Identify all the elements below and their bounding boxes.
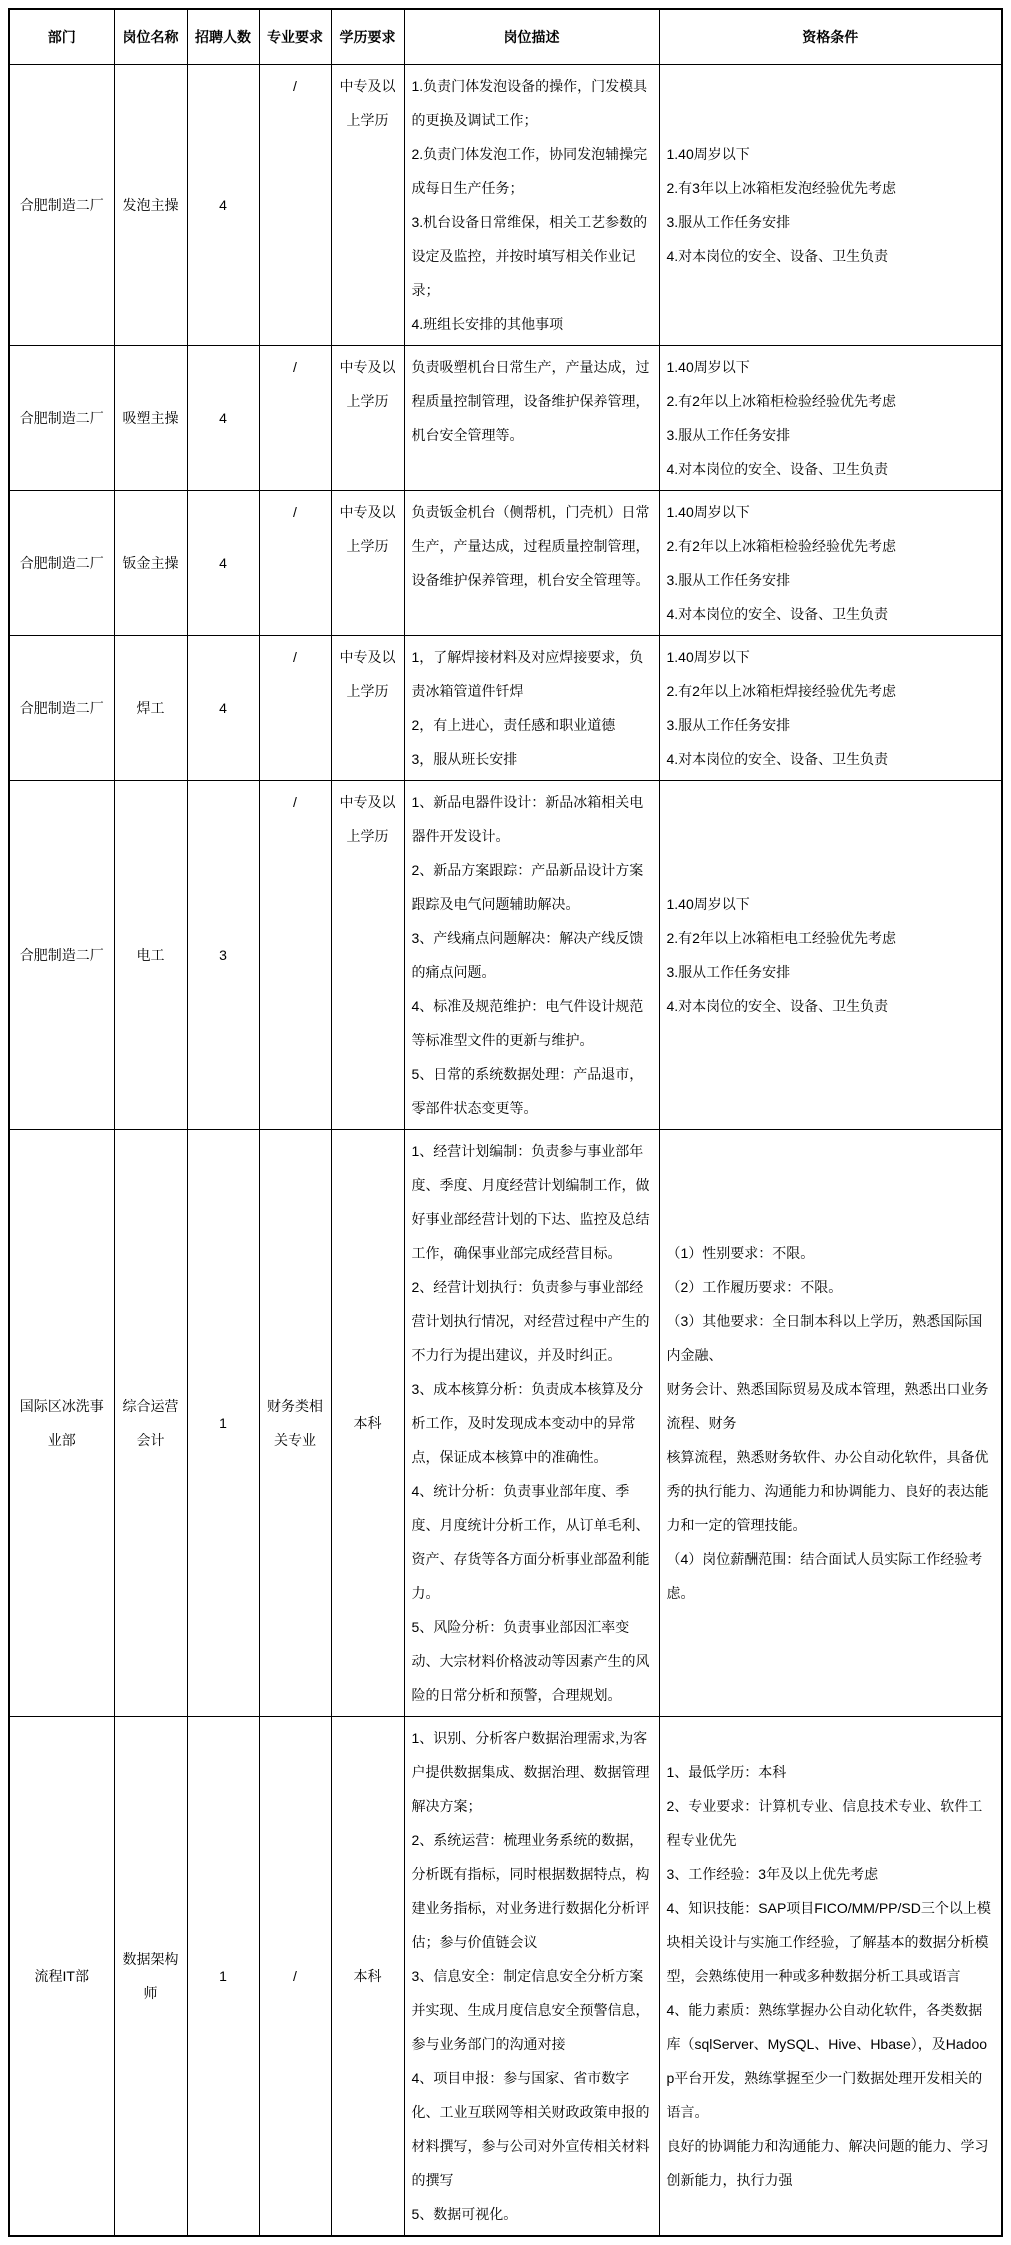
text-line: 3，服从班长安排 — [411, 751, 518, 767]
text-line: 1、新品电器件设计：新品冰箱相关电器件开发设计。 — [411, 794, 644, 844]
text-line: 4.班组长安排的其他事项 — [411, 316, 564, 332]
text-line: 2.有2年以上冰箱柜检验经验优先考虑 — [666, 538, 896, 554]
cell-education: 中专及以上学历 — [331, 491, 404, 636]
cell-description — [404, 65, 659, 346]
cell-description — [404, 1130, 659, 1717]
text-line: 5、风险分析：负责事业部因汇率变动、大宗材料价格波动等因素产生的风险的日常分析和预警，合理规划。 — [411, 1619, 650, 1703]
cell-position: 吸塑主操 — [114, 346, 187, 491]
text-line: 3、工作经验：3年及以上优先考虑 — [666, 1866, 879, 1882]
text-line: （4）岗位薪酬范围：结合面试人员实际工作经验考虑。 — [666, 1551, 983, 1601]
cell-major: / — [259, 636, 331, 781]
column-header-description: 岗位描述 — [404, 9, 659, 65]
text-line: 3.服从工作任务安排 — [666, 214, 791, 230]
text-line: 负责吸塑机台日常生产，产量达成，过程质量控制管理，设备维护保养管理，机台安全管理等。 — [411, 359, 650, 443]
text-line: 1.40周岁以下 — [666, 504, 750, 520]
cell-position: 数据架构师 — [114, 1717, 187, 2237]
cell-qualifications — [659, 65, 1002, 346]
column-header-department: 部门 — [9, 9, 114, 65]
cell-headcount: 4 — [187, 491, 259, 636]
column-header-qualifications: 资格条件 — [659, 9, 1002, 65]
text-line: 2.负责门体发泡工作，协同发泡辅操完成每日生产任务； — [411, 146, 648, 196]
cell-major: / — [259, 1717, 331, 2237]
text-line: 2、系统运营：梳理业务系统的数据，分析既有指标，同时根据数据特点，构建业务指标，对业务进行数据化分析评估；参与价值链会议 — [411, 1832, 650, 1950]
text-line: 1.40周岁以下 — [666, 359, 750, 375]
text-line: 4.对本岗位的安全、设备、卫生负责 — [666, 751, 889, 767]
table-row — [9, 491, 1002, 636]
text-line: 核算流程，熟悉财务软件、办公自动化软件，具备优秀的执行能力、沟通能力和协调能力、良好的表达能力和一定的管理技能。 — [666, 1449, 989, 1533]
text-line: 2、经营计划执行：负责参与事业部经营计划执行情况，对经营过程中产生的不力行为提出建议，并及时纠正。 — [411, 1279, 650, 1363]
column-header-position: 岗位名称 — [114, 9, 187, 65]
recruitment-table-page — [8, 8, 1003, 2237]
text-line: 4、标准及规范维护：电气件设计规范等标准型文件的更新与维护。 — [411, 998, 644, 1048]
text-line: 3.机台设备日常维保，相关工艺参数的设定及监控，并按时填写相关作业记录； — [411, 214, 648, 298]
cell-department: 合肥制造二厂 — [9, 65, 114, 346]
text-line: （1）性别要求：不限。 — [666, 1245, 815, 1261]
cell-headcount: 3 — [187, 781, 259, 1130]
column-header-major: 专业要求 — [259, 9, 331, 65]
text-line: 2.有3年以上冰箱柜发泡经验优先考虑 — [666, 180, 896, 196]
cell-major: / — [259, 781, 331, 1130]
table-row — [9, 636, 1002, 781]
cell-education: 中专及以上学历 — [331, 781, 404, 1130]
text-line: 4.对本岗位的安全、设备、卫生负责 — [666, 998, 889, 1014]
cell-headcount: 4 — [187, 636, 259, 781]
text-line: 3、产线痛点问题解决：解决产线反馈的痛点问题。 — [411, 930, 644, 980]
cell-headcount: 1 — [187, 1130, 259, 1717]
column-header-education: 学历要求 — [331, 9, 404, 65]
table-row — [9, 65, 1002, 346]
cell-education: 中专及以上学历 — [331, 65, 404, 346]
cell-department: 流程IT部 — [9, 1717, 114, 2237]
cell-department: 合肥制造二厂 — [9, 346, 114, 491]
text-line: 1.40周岁以下 — [666, 146, 750, 162]
cell-headcount: 4 — [187, 65, 259, 346]
table-row — [9, 1130, 1002, 1717]
text-line: 4.对本岗位的安全、设备、卫生负责 — [666, 248, 889, 264]
cell-department: 合肥制造二厂 — [9, 781, 114, 1130]
cell-position: 钣金主操 — [114, 491, 187, 636]
cell-education: 中专及以上学历 — [331, 636, 404, 781]
cell-major: / — [259, 491, 331, 636]
job-table — [8, 8, 1003, 2237]
text-line: 3.服从工作任务安排 — [666, 964, 791, 980]
text-line: 1.负责门体发泡设备的操作，门发模具的更换及调试工作； — [411, 78, 648, 128]
cell-department: 合肥制造二厂 — [9, 636, 114, 781]
cell-description — [404, 636, 659, 781]
cell-education: 中专及以上学历 — [331, 346, 404, 491]
text-line: 1.40周岁以下 — [666, 896, 750, 912]
cell-position: 焊工 — [114, 636, 187, 781]
cell-department: 国际区冰洗事业部 — [9, 1130, 114, 1717]
text-line: 1，了解焊接材料及对应焊接要求，负责冰箱管道件钎焊 — [411, 649, 644, 699]
cell-description — [404, 346, 659, 491]
cell-headcount: 1 — [187, 1717, 259, 2237]
cell-qualifications — [659, 1717, 1002, 2237]
cell-major: / — [259, 65, 331, 346]
text-line: 3.服从工作任务安排 — [666, 572, 791, 588]
text-line: 4、能力素质：熟练掌握办公自动化软件，各类数据库（sqlServer、MySQL、Hive、Hbase），及Hadoop平台开发，熟练掌握至少一门数据处理开发相关的语言。 — [666, 2002, 988, 2120]
cell-major: / — [259, 346, 331, 491]
text-line: 4、项目申报：参与国家、省市数字化、工业互联网等相关财政政策申报的材料撰写，参与公司对外宣传相关材料的撰写 — [411, 2070, 650, 2188]
cell-position: 综合运营会计 — [114, 1130, 187, 1717]
text-line: 3.服从工作任务安排 — [666, 717, 791, 733]
cell-qualifications — [659, 636, 1002, 781]
text-line: 3、成本核算分析：负责成本核算及分析工作，及时发现成本变动中的异常点，保证成本核算中的准确性。 — [411, 1381, 644, 1465]
text-line: 5、数据可视化。 — [411, 2206, 518, 2222]
text-line: 3.服从工作任务安排 — [666, 427, 791, 443]
text-line: 2，有上进心，责任感和职业道德 — [411, 717, 616, 733]
cell-major: 财务类相关专业 — [259, 1130, 331, 1717]
table-row — [9, 781, 1002, 1130]
cell-description — [404, 781, 659, 1130]
cell-education: 本科 — [331, 1130, 404, 1717]
cell-qualifications — [659, 346, 1002, 491]
header-row — [9, 9, 1002, 65]
cell-education: 本科 — [331, 1717, 404, 2237]
cell-position: 电工 — [114, 781, 187, 1130]
text-line: 1、识别、分析客户数据治理需求,为客户提供数据集成、数据治理、数据管理解决方案； — [411, 1730, 650, 1814]
cell-headcount: 4 — [187, 346, 259, 491]
cell-description — [404, 1717, 659, 2237]
table-row — [9, 1717, 1002, 2237]
text-line: 1、最低学历：本科 — [666, 1764, 787, 1780]
cell-position: 发泡主操 — [114, 65, 187, 346]
text-line: （3）其他要求：全日制本科以上学历，熟悉国际国内金融、 — [666, 1313, 983, 1363]
text-line: 3、信息安全：制定信息安全分析方案并实现、生成月度信息安全预警信息，参与业务部门的沟通对接 — [411, 1968, 650, 2052]
text-line: 4.对本岗位的安全、设备、卫生负责 — [666, 606, 889, 622]
text-line: 1.40周岁以下 — [666, 649, 750, 665]
table-row — [9, 346, 1002, 491]
text-line: 2.有2年以上冰箱柜电工经验优先考虑 — [666, 930, 896, 946]
text-line: 2、新品方案跟踪：产品新品设计方案跟踪及电气问题辅助解决。 — [411, 862, 644, 912]
column-header-headcount: 招聘人数 — [187, 9, 259, 65]
text-line: 4、知识技能：SAP项目FICO/MM/PP/SD三个以上模块相关设计与实施工作经验，了解基本的数据分析模型，会熟练使用一种或多种数据分析工具或语言 — [666, 1900, 991, 1984]
text-line: 财务会计、熟悉国际贸易及成本管理，熟悉出口业务流程、财务 — [666, 1381, 989, 1431]
text-line: 5、日常的系统数据处理：产品退市，零部件状态变更等。 — [411, 1066, 644, 1116]
cell-department: 合肥制造二厂 — [9, 491, 114, 636]
text-line: 4.对本岗位的安全、设备、卫生负责 — [666, 461, 889, 477]
text-line: 4、统计分析：负责事业部年度、季度、月度统计分析工作，从订单毛利、资产、存货等各方面分析事业部盈利能力。 — [411, 1483, 650, 1601]
cell-qualifications — [659, 491, 1002, 636]
text-line: 2.有2年以上冰箱柜检验经验优先考虑 — [666, 393, 896, 409]
cell-qualifications — [659, 1130, 1002, 1717]
text-line: 2.有2年以上冰箱柜焊接经验优先考虑 — [666, 683, 896, 699]
text-line: 2、专业要求：计算机专业、信息技术专业、软件工程专业优先 — [666, 1798, 983, 1848]
text-line: 1、经营计划编制：负责参与事业部年度、季度、月度经营计划编制工作，做好事业部经营计划的下达、监控及总结工作，确保事业部完成经营目标。 — [411, 1143, 650, 1261]
text-line: （2）工作履历要求：不限。 — [666, 1279, 843, 1295]
text-line: 负责钣金机台（侧帮机，门壳机）日常生产，产量达成，过程质量控制管理，设备维护保养管理，机台安全管理等。 — [411, 504, 650, 588]
text-line: 良好的协调能力和沟通能力、解决问题的能力、学习创新能力，执行力强 — [666, 2138, 989, 2188]
cell-qualifications — [659, 781, 1002, 1130]
cell-description — [404, 491, 659, 636]
